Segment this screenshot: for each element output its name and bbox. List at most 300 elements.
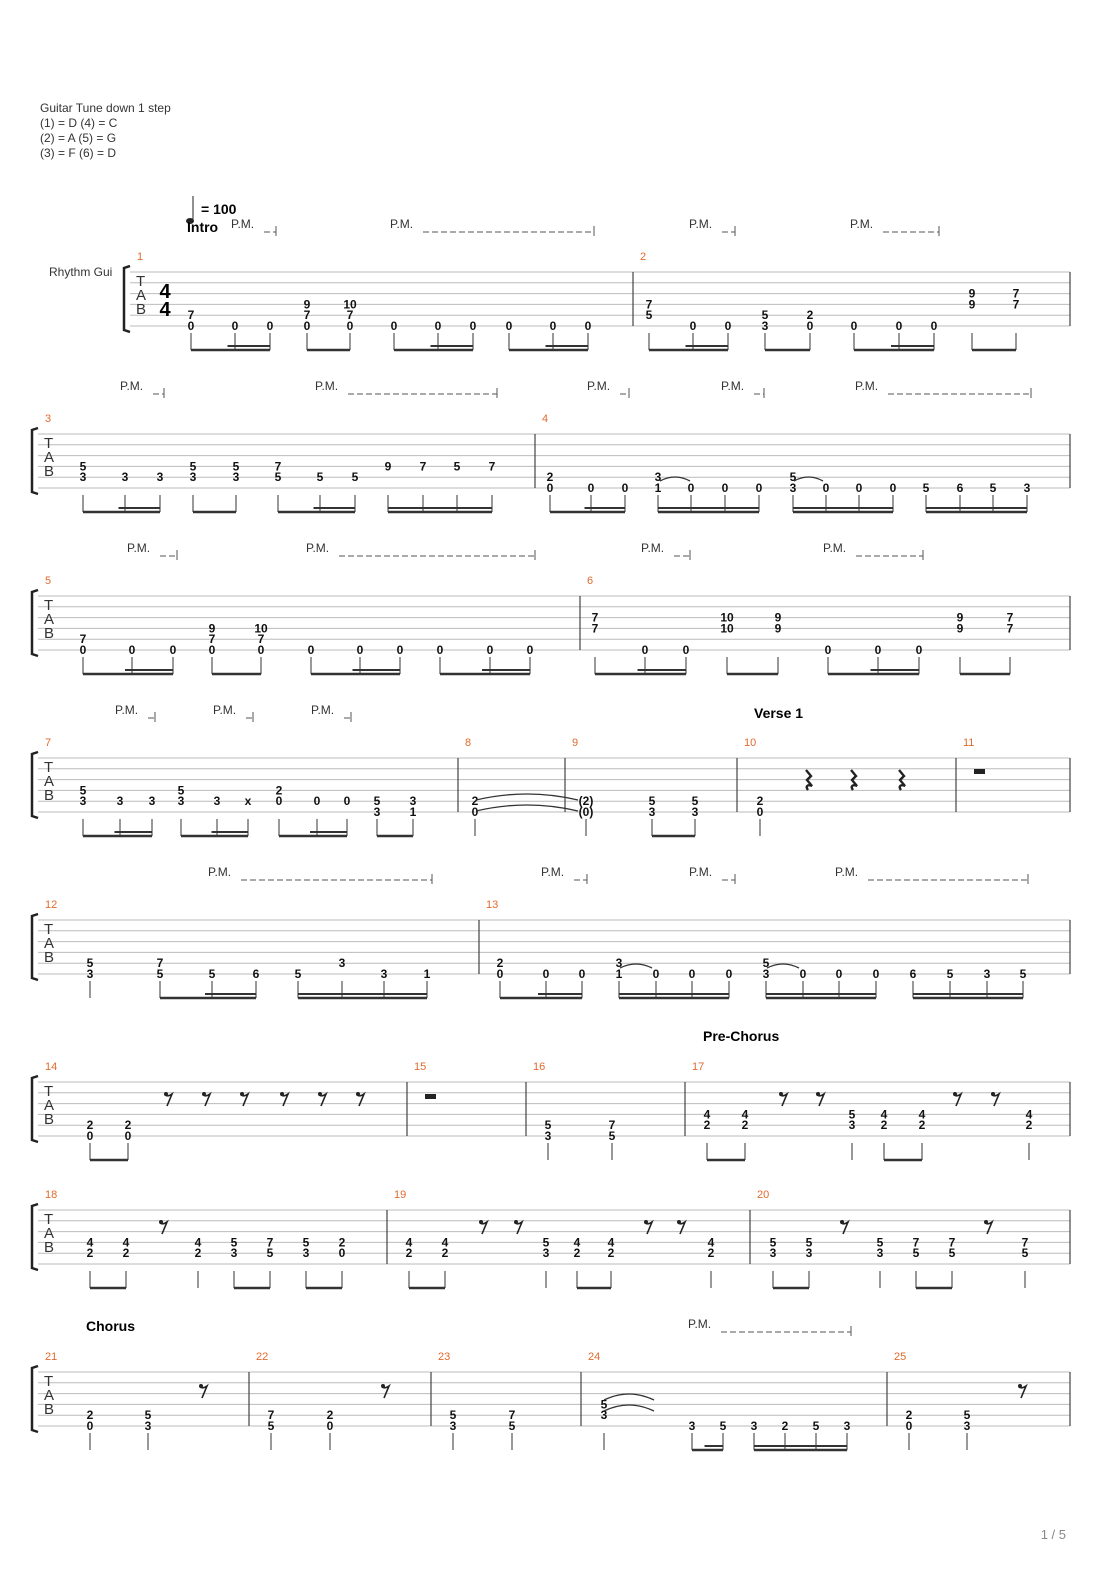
measure-number: 1 [137, 251, 144, 263]
fret-number: 7 [79, 632, 87, 647]
fret-number: 5 [208, 967, 216, 981]
rest-dot [356, 1092, 360, 1096]
fret-number: 3 [1023, 481, 1031, 495]
fret-number: 3 [688, 1419, 696, 1433]
fret-number: 7 [1021, 1235, 1029, 1250]
fret-number: 5 [351, 470, 359, 485]
fret-number: 0 [824, 643, 832, 657]
fret-number: 5 [453, 459, 461, 474]
time-signature-digit: 4 [159, 299, 171, 321]
fret-number: 7 [1012, 286, 1020, 301]
fret-number: 2 [707, 1246, 715, 1261]
fret-number: 7 [591, 610, 599, 625]
fret-number: 0 [872, 967, 880, 981]
tab-clef-letter: A [44, 449, 55, 466]
fret-number: 9 [774, 610, 782, 625]
palm-mute-label: P.M. [115, 703, 139, 717]
fret-number: 5 [769, 1235, 777, 1250]
fret-number: 3 [544, 1129, 552, 1143]
fret-number: 2 [918, 1118, 926, 1133]
measure-number: 2 [640, 251, 647, 263]
fret-number: 4 [607, 1235, 615, 1250]
fret-number: 0 [689, 319, 697, 333]
palm-mute-label: P.M. [721, 379, 745, 393]
fret-number: 0 [889, 481, 897, 495]
fret-number: 2 [275, 783, 283, 798]
measure-number: 16 [533, 1061, 546, 1073]
tab-clef-letter: B [136, 301, 147, 318]
fret-number: 2 [86, 1408, 94, 1423]
fret-number: 0 [688, 967, 696, 981]
fret-number: x [244, 794, 252, 809]
fret-number: 4 [707, 1235, 715, 1250]
fret-number: 5 [177, 783, 185, 798]
palm-mute-label: P.M. [689, 865, 713, 879]
fret-number: 2 [194, 1246, 202, 1261]
tab-clef-letter: A [44, 1097, 55, 1114]
fret-number: 0 [396, 643, 404, 657]
rest-dot [164, 1092, 168, 1096]
fret-number: 3 [144, 1419, 152, 1433]
fret-number: 3 [338, 956, 346, 971]
fret-number: 7 [912, 1235, 920, 1250]
fret-number: 7 [1006, 610, 1014, 625]
fret-number: 0 [682, 643, 690, 657]
fret-number: 3 [373, 805, 381, 819]
fret-number: 9 [303, 297, 311, 312]
fret-number: 3 [116, 794, 124, 809]
system-bracket [32, 752, 38, 818]
rest-dot [381, 1384, 385, 1388]
fret-number: 0 [169, 643, 177, 657]
fret-number: 0 [275, 794, 283, 809]
fret-number: 0 [303, 319, 311, 333]
fret-number: 0 [621, 481, 629, 495]
system-bracket [32, 1076, 38, 1142]
measure-number: 15 [414, 1061, 427, 1073]
fret-number: 1 [654, 481, 662, 495]
palm-mute-label: P.M. [306, 541, 330, 555]
fret-number: 5 [274, 470, 282, 485]
tab-clef-letter: A [44, 773, 55, 790]
rest-dot [677, 1220, 681, 1224]
fret-number: 0 [86, 1129, 94, 1143]
fret-number: 0 [542, 967, 550, 981]
fret-number: 2 [607, 1246, 615, 1261]
fret-number: 3 [148, 794, 156, 809]
fret-number: 0 [266, 319, 274, 333]
fret-number: 4 [573, 1235, 581, 1250]
tie-arc [604, 1405, 654, 1411]
measure-number: 5 [45, 575, 52, 587]
fret-number: 3 [805, 1246, 813, 1261]
fret-number: 3 [79, 470, 87, 485]
system-bracket [32, 428, 38, 494]
fret-number: 2 [122, 1246, 130, 1261]
fret-number: 3 [600, 1408, 608, 1423]
fret-number: 5 [542, 1235, 550, 1250]
fret-number: 5 [508, 1419, 516, 1433]
rest-dot [318, 1092, 322, 1096]
fret-number: 3 [963, 1419, 971, 1433]
tab-system-8 [32, 1317, 1070, 1450]
fret-number: 0 [469, 319, 477, 333]
fret-number: 0 [850, 319, 858, 333]
tie-arc [476, 794, 578, 800]
system-bracket [124, 266, 130, 332]
system-bracket [32, 914, 38, 980]
fret-number: 0 [124, 1129, 132, 1143]
fret-number: 0 [905, 1419, 913, 1433]
system-bracket [32, 590, 38, 656]
fret-number: 0 [343, 794, 351, 809]
palm-mute-label: P.M. [689, 217, 713, 231]
rest-dot [514, 1220, 518, 1224]
fret-number: 3 [761, 319, 769, 333]
fret-number: 2 [573, 1246, 581, 1261]
palm-mute-label: P.M. [231, 217, 255, 231]
fret-number: 3 [542, 1246, 550, 1261]
fret-number: 5 [948, 1246, 956, 1261]
rest-dot [816, 1092, 820, 1096]
fret-number: 6 [252, 967, 260, 981]
fret-number: 4 [194, 1235, 202, 1250]
fret-number: 3 [230, 1246, 238, 1261]
fret-number: 3 [449, 1419, 457, 1433]
rest-dot [202, 1092, 206, 1096]
fret-number: 0 [436, 643, 444, 657]
tuning-line: (2) = A (5) = G [40, 131, 117, 145]
fret-number: 5 [232, 459, 240, 474]
fret-number: 9 [384, 459, 392, 474]
tuning-line: (3) = F (6) = D [40, 146, 117, 160]
fret-number: 5 [963, 1408, 971, 1423]
system-bracket [32, 1366, 38, 1432]
fret-number: 7 [187, 308, 195, 323]
fret-number: 5 [761, 308, 769, 323]
rest-dot [280, 1092, 284, 1096]
fret-number: 5 [946, 967, 954, 981]
rest-dot [240, 1092, 244, 1096]
measure-number: 9 [572, 737, 579, 749]
fret-number: 4 [880, 1107, 888, 1122]
measure-number: 17 [692, 1061, 705, 1073]
fret-number: 7 [266, 1235, 274, 1250]
fret-number: 6 [956, 481, 964, 495]
fret-number: 2 [338, 1235, 346, 1250]
palm-mute-label: P.M. [213, 703, 237, 717]
tab-system-1 [124, 217, 1070, 350]
tie-arc [476, 805, 578, 811]
fret-number: 0 [257, 643, 265, 657]
measure-number: 4 [542, 413, 549, 425]
fret-number: 5 [600, 1397, 608, 1412]
fret-number: 3 [983, 967, 991, 981]
fret-number: 4 [405, 1235, 413, 1250]
fret-number: 3 [302, 1246, 310, 1261]
fret-number: 7 [488, 459, 496, 474]
fret-number: 5 [294, 967, 302, 981]
palm-mute-label: P.M. [127, 541, 151, 555]
fret-number: 5 [79, 459, 87, 474]
tab-clef-letter: A [136, 287, 147, 304]
fret-number: 5 [373, 794, 381, 809]
fret-number: 7 [303, 308, 311, 323]
fret-number: 10 [720, 610, 734, 625]
tab-clef-letter: A [44, 611, 55, 628]
fret-number: 3 [750, 1419, 758, 1433]
page-number: 1 / 5 [1040, 1527, 1066, 1542]
fret-number: 2 [741, 1118, 749, 1133]
fret-number: 2 [1025, 1118, 1033, 1133]
fret-number: 1 [615, 967, 623, 981]
fret-number: 0 [128, 643, 136, 657]
fret-number: 5 [302, 1235, 310, 1250]
rest-dot [991, 1092, 995, 1096]
time-signature-digit: 4 [159, 281, 171, 303]
fret-number: 0 [313, 794, 321, 809]
system-bracket [32, 1204, 38, 1270]
fret-number: 5 [691, 794, 699, 809]
fret-number: 5 [79, 783, 87, 798]
fret-number: 4 [741, 1107, 749, 1122]
fret-number: 3 [189, 470, 197, 485]
fret-number: 3 [177, 794, 185, 809]
fret-number: 10 [254, 621, 268, 636]
tab-clef-letter: B [44, 949, 55, 966]
fret-number: 2 [806, 308, 814, 323]
fret-number: 2 [905, 1408, 913, 1423]
fret-number: 2 [546, 470, 554, 485]
measure-number: 25 [894, 1351, 907, 1363]
fret-number: 2 [441, 1246, 449, 1261]
fret-number: 0 [496, 967, 504, 981]
fret-number: 7 [267, 1408, 275, 1423]
tab-system-6 [32, 1061, 1070, 1160]
fret-number: 3 [232, 470, 240, 485]
fret-number: 7 [948, 1235, 956, 1250]
fret-number: 5 [789, 470, 797, 485]
fret-number: (0) [578, 805, 594, 819]
fret-number: 3 [156, 470, 164, 485]
tab-system-3 [32, 541, 1070, 674]
fret-number: 9 [968, 297, 976, 312]
fret-number: 5 [189, 459, 197, 474]
tab-clef-letter: T [44, 1373, 54, 1390]
fret-number: (2) [578, 794, 594, 809]
palm-mute-label: P.M. [850, 217, 874, 231]
fret-number: 5 [848, 1107, 856, 1122]
fret-number: 0 [641, 643, 649, 657]
fret-number: 0 [549, 319, 557, 333]
tab-clef-letter: A [44, 1387, 55, 1404]
tab-clef-letter: B [44, 1239, 55, 1256]
measure-number: 7 [45, 737, 52, 749]
fret-number: 0 [756, 805, 764, 819]
fret-number: 7 [257, 632, 265, 647]
fret-number: 0 [895, 319, 903, 333]
fret-number: 5 [544, 1118, 552, 1133]
fret-number: 0 [724, 319, 732, 333]
fret-number: 7 [419, 459, 427, 474]
fret-number: 5 [156, 967, 164, 981]
rest-dot [953, 1092, 957, 1096]
fret-number: 4 [1025, 1107, 1033, 1122]
fret-number: 3 [409, 794, 417, 809]
rest-dot [1018, 1384, 1022, 1388]
fret-number: 4 [703, 1107, 711, 1122]
fret-number: 5 [316, 470, 324, 485]
fret-number: 3 [789, 481, 797, 495]
fret-number: 0 [855, 481, 863, 495]
fret-number: 2 [880, 1118, 888, 1133]
fret-number: 10 [343, 297, 357, 312]
fret-number: 0 [587, 481, 595, 495]
fret-number: 3 [615, 956, 623, 971]
fret-number: 0 [930, 319, 938, 333]
fret-number: 0 [806, 319, 814, 333]
tab-clef-letter: A [44, 935, 55, 952]
tab-clef-letter: T [44, 1211, 54, 1228]
fret-number: 4 [122, 1235, 130, 1250]
rest-dot [159, 1220, 163, 1224]
fret-number: 0 [390, 319, 398, 333]
palm-mute-label: P.M. [120, 379, 144, 393]
fret-number: 3 [86, 967, 94, 981]
fret-number: 4 [86, 1235, 94, 1250]
tuning-title: Guitar Tune down 1 step [40, 101, 171, 115]
palm-mute-label: P.M. [311, 703, 335, 717]
fret-number: 3 [213, 794, 221, 809]
fret-number: 0 [915, 643, 923, 657]
track-name: Rhythm Gui [49, 265, 113, 279]
measure-number: 23 [438, 1351, 451, 1363]
rest-dot [479, 1220, 483, 1224]
section-chorus: Chorus [86, 1318, 135, 1334]
fret-number: 3 [769, 1246, 777, 1261]
fret-number: 5 [762, 956, 770, 971]
palm-mute-label: P.M. [208, 865, 232, 879]
fret-number: 3 [648, 805, 656, 819]
fret-number: 0 [307, 643, 315, 657]
fret-number: 0 [546, 481, 554, 495]
fret-number: 3 [654, 470, 662, 485]
fret-number: 1 [409, 805, 417, 819]
tab-clef-letter: B [44, 1401, 55, 1418]
fret-number: 0 [346, 319, 354, 333]
measure-number: 13 [486, 899, 499, 911]
fret-number: 0 [326, 1419, 334, 1433]
fret-number: 9 [968, 286, 976, 301]
fret-number: 0 [687, 481, 695, 495]
tab-system-5 [32, 865, 1070, 998]
fret-number: 5 [144, 1408, 152, 1423]
palm-mute-label: P.M. [641, 541, 665, 555]
fret-number: 0 [86, 1419, 94, 1433]
fret-number: 6 [909, 967, 917, 981]
fret-number: 7 [508, 1408, 516, 1423]
fret-number: 5 [230, 1235, 238, 1250]
fret-number: 7 [208, 632, 216, 647]
fret-number: 10 [720, 621, 734, 636]
tab-clef-letter: T [44, 1083, 54, 1100]
fret-number: 9 [956, 610, 964, 625]
fret-number: 3 [848, 1118, 856, 1133]
tab-system-7 [32, 1189, 1070, 1288]
rest-dot [779, 1092, 783, 1096]
fret-number: 5 [608, 1129, 616, 1143]
tuning-line: (1) = D (4) = C [40, 116, 118, 130]
tab-system-2 [32, 379, 1070, 512]
palm-mute-label: P.M. [835, 865, 859, 879]
fret-number: 0 [652, 967, 660, 981]
rests [156, 769, 1026, 1398]
tab-system-4 [32, 703, 1070, 836]
fret-number: 4 [918, 1107, 926, 1122]
fret-number: 0 [187, 319, 195, 333]
fret-number: 3 [876, 1246, 884, 1261]
fret-number: 5 [876, 1235, 884, 1250]
fret-number: 3 [843, 1419, 851, 1433]
fret-number: 0 [578, 967, 586, 981]
fret-number: 7 [591, 621, 599, 636]
fret-number: 5 [812, 1419, 820, 1433]
fret-number: 0 [874, 643, 882, 657]
fret-number: 2 [703, 1118, 711, 1133]
fret-number: 0 [356, 643, 364, 657]
rest-dot [644, 1220, 648, 1224]
rest-dot [984, 1220, 988, 1224]
tab-clef-letter: B [44, 1111, 55, 1128]
tab-clef-letter: A [44, 1225, 55, 1242]
tab-clef-letter: T [44, 759, 54, 776]
measure-number: 11 [963, 737, 975, 749]
fret-number: 9 [208, 621, 216, 636]
measure-number: 21 [45, 1351, 58, 1363]
fret-number: 0 [721, 481, 729, 495]
fret-number: 0 [526, 643, 534, 657]
section-pre-chorus: Pre-Chorus [703, 1028, 780, 1044]
tab-clef-letter: B [44, 787, 55, 804]
fret-number: 2 [756, 794, 764, 809]
tab-clef-letter: T [44, 597, 54, 614]
tie-arc [767, 964, 799, 968]
tie-arc [620, 964, 652, 968]
fret-number: 7 [156, 956, 164, 971]
fret-number: 7 [346, 308, 354, 323]
measure-number: 3 [45, 413, 52, 425]
measure-number: 6 [587, 575, 594, 587]
fret-number: 2 [496, 956, 504, 971]
fret-number: 2 [326, 1408, 334, 1423]
fret-number: 0 [471, 805, 479, 819]
section-verse-1: Verse 1 [754, 705, 804, 721]
fret-number: 1 [423, 967, 431, 981]
fret-number: 5 [922, 481, 930, 495]
whole-rest [425, 1094, 436, 1099]
tab-clef-letter: T [136, 273, 146, 290]
fret-number: 2 [124, 1118, 132, 1133]
measure-number: 18 [45, 1189, 58, 1201]
fret-number: 0 [231, 319, 239, 333]
tab-clef-letter: T [44, 435, 54, 452]
measure-number: 20 [757, 1189, 770, 1201]
fret-number: 2 [86, 1118, 94, 1133]
fret-number: 0 [755, 481, 763, 495]
fret-number: 7 [1006, 621, 1014, 636]
section-intro: Intro [187, 219, 219, 235]
fret-number: 3 [121, 470, 129, 485]
